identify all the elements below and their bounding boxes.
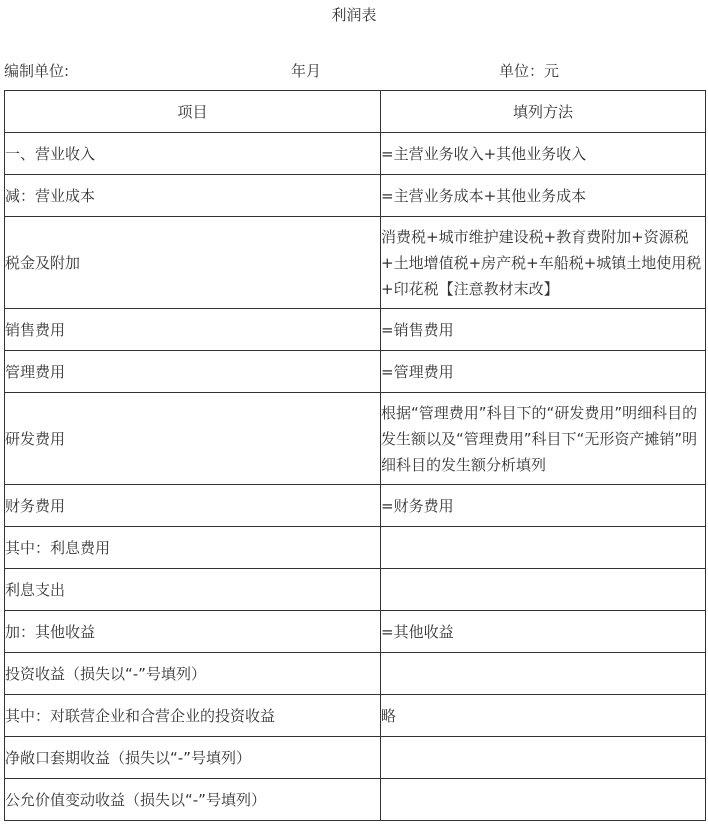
row-method: =管理费用 [381, 351, 706, 393]
table-row [5, 393, 706, 485]
row-method-text: 根据“管理费用”科目下的“研发费用”明细科目的发生额以及“管理费用”科目下“无形资产摊销”明细科目的发生额分析填列 [381, 403, 698, 474]
currency-unit-label: 单位：元 [499, 62, 560, 80]
row-item: 加：其他收益 [5, 611, 381, 653]
document-meta [0, 61, 708, 81]
row-item: 净敞口套期收益（损失以“-”号填列） [5, 737, 381, 779]
row-item: 财务费用 [5, 485, 381, 527]
table-row [5, 527, 706, 569]
date-label: 年月 [291, 62, 322, 80]
preparing-unit-label: 编制单位: [4, 62, 70, 80]
table-row [5, 175, 706, 217]
row-item: 投资收益（损失以“-”号填列） [5, 653, 381, 695]
row-method [381, 393, 706, 485]
row-method [381, 569, 706, 611]
row-method [381, 527, 706, 569]
column-header-item: 项目 [5, 91, 381, 133]
row-method [381, 737, 706, 779]
row-item: 销售费用 [5, 309, 381, 351]
row-item: 其中：对联营企业和合营企业的投资收益 [5, 695, 381, 737]
row-method: =销售费用 [381, 309, 706, 351]
table-row [5, 351, 706, 393]
row-item: 一、营业收入 [5, 133, 381, 175]
row-item: 其中：利息费用 [5, 527, 381, 569]
table-row [5, 779, 706, 821]
row-method [381, 653, 706, 695]
row-method [381, 779, 706, 821]
row-item: 减：营业成本 [5, 175, 381, 217]
row-method: =财务费用 [381, 485, 706, 527]
table-row [5, 737, 706, 779]
row-method [381, 217, 706, 309]
table-row [5, 309, 706, 351]
table-row [5, 695, 706, 737]
table-row [5, 611, 706, 653]
table-row [5, 485, 706, 527]
row-method: =其他收益 [381, 611, 706, 653]
row-method: =主营业务成本+其他业务成本 [381, 175, 706, 217]
income-statement-table [4, 90, 706, 821]
document-title: 利润表 [331, 6, 377, 24]
row-item: 利息支出 [5, 569, 381, 611]
table-row [5, 133, 706, 175]
table-row [5, 217, 706, 309]
table-row [5, 569, 706, 611]
row-method-text: 消费税+城市维护建设税+教育费附加+资源税+土地增值税+房产税+车船税+城镇土地使用税+印花税【注意教材末改】 [381, 227, 702, 298]
row-method: =主营业务收入+其他业务收入 [381, 133, 706, 175]
row-item: 公允价值变动收益（损失以“-”号填列） [5, 779, 381, 821]
row-item: 管理费用 [5, 351, 381, 393]
row-method: 略 [381, 695, 706, 737]
column-header-method: 填列方法 [381, 91, 706, 133]
row-item: 税金及附加 [5, 217, 381, 309]
table-row [5, 653, 706, 695]
table-header-row [5, 91, 706, 133]
row-item: 研发费用 [5, 393, 381, 485]
